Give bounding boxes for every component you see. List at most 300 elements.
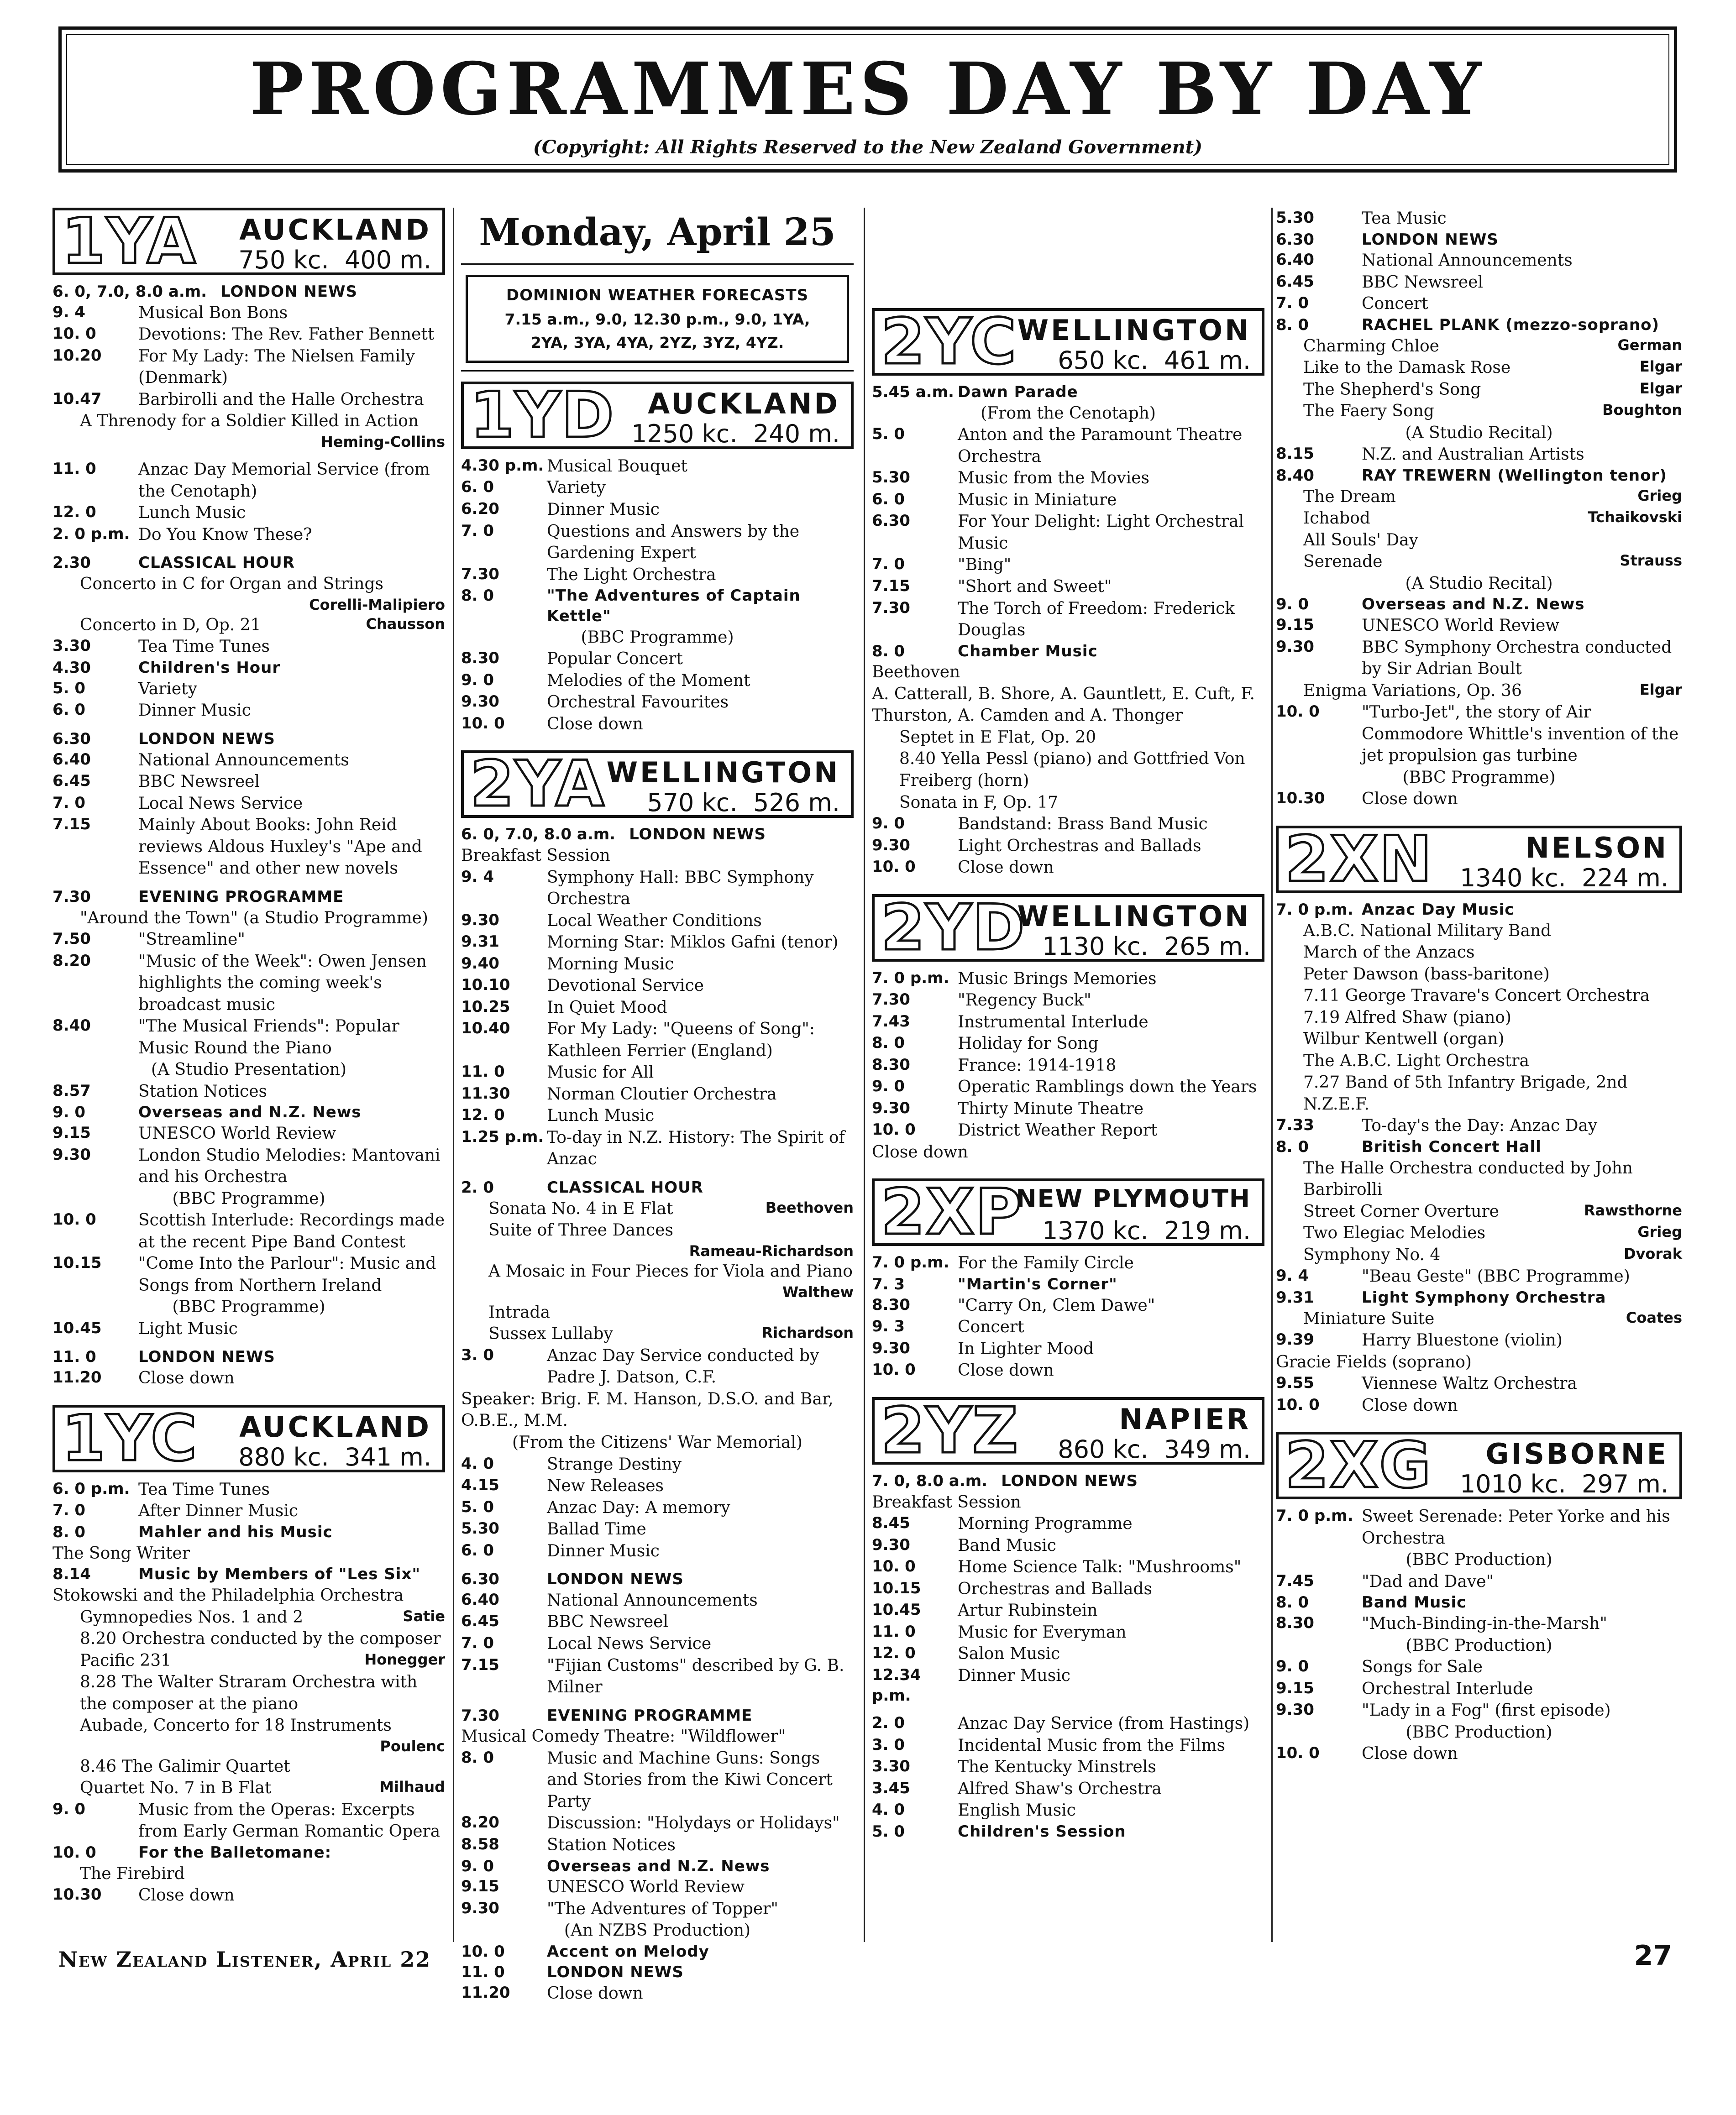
list-item: [872, 1316, 1264, 1338]
list-item: [1276, 637, 1682, 680]
column-divider: [1271, 208, 1273, 1942]
programme-text: Operatic Ramblings down the Years: [958, 1078, 1257, 1097]
broadcast-time: 9.30: [872, 1099, 910, 1117]
composer-name: Heming-Collins: [321, 433, 445, 450]
schedule-1ya: [52, 282, 445, 1389]
broadcast-time: 9. 0: [52, 1103, 86, 1122]
list-item: [1276, 1743, 1682, 1765]
programme-text: Wilbur Kentwell (organ): [1303, 1030, 1505, 1049]
programme-text: Ichabod: [1303, 509, 1370, 528]
broadcast-time: 6.30: [52, 729, 91, 748]
programme-text: Intrada: [488, 1303, 551, 1322]
list-item: [1276, 1157, 1682, 1201]
broadcast-time: 6. 0: [52, 701, 86, 719]
programme-text: Concerto in C for Organ and Strings: [80, 575, 383, 594]
broadcast-time: 7.30: [461, 1706, 499, 1725]
list-item: [461, 975, 854, 997]
broadcast-time: 9.30: [872, 836, 910, 854]
broadcast-time: 10.45: [52, 1319, 102, 1337]
list-item: [461, 1178, 854, 1198]
broadcast-time: 6. 0: [461, 1541, 494, 1560]
schedule-1yc: [52, 1479, 445, 1906]
list-item: [1276, 335, 1682, 357]
programme-text: Mahler and his Music: [138, 1523, 333, 1541]
list-item: [52, 1885, 445, 1906]
list-item: [1276, 1222, 1682, 1244]
programme-text: LONDON NEWS: [547, 1963, 684, 1981]
programme-text: To-day in N.Z. History: The Spirit of Anzac: [547, 1128, 845, 1169]
programme-text: Band Music: [958, 1536, 1056, 1555]
station-header-2yc: [872, 305, 1264, 378]
list-item: [461, 1018, 854, 1062]
broadcast-time: 7.30: [872, 598, 910, 617]
programme-text: Devotions: The Rev. Father Bennett: [138, 325, 435, 344]
broadcast-time: 7. 0: [461, 521, 494, 540]
programme-text: Viennese Waltz Orchestra: [1362, 1374, 1577, 1393]
list-item: [461, 1748, 854, 1813]
broadcast-time: 10.15: [872, 1579, 921, 1597]
broadcast-time: 10. 0: [52, 1210, 96, 1229]
list-item: [872, 489, 1264, 511]
programme-text: UNESCO World Review: [1362, 616, 1560, 635]
programme-text: Norman Cloutier Orchestra: [547, 1084, 777, 1104]
column-divider: [864, 208, 865, 1942]
programme-text: Close down: [1362, 1396, 1458, 1415]
list-item: [461, 691, 854, 713]
programme-text: Overseas and N.Z. News: [547, 1857, 770, 1875]
list-item: [461, 1345, 854, 1388]
programme-text: Anzac Day Music: [1362, 900, 1515, 919]
programme-text: District Weather Report: [958, 1121, 1158, 1140]
broadcast-time: 6.45: [461, 1612, 499, 1631]
list-item: [52, 749, 445, 771]
programme-text: "Regency Buck": [958, 991, 1091, 1010]
broadcast-time: 6. 0: [872, 490, 905, 508]
list-item: [461, 1611, 854, 1633]
list-item: [1276, 680, 1682, 702]
programme-text: "Martin's Corner": [958, 1275, 1117, 1293]
programme-text: Orchestral Favourites: [547, 693, 729, 712]
programme-text: "Much-Binding-in-the-Marsh": [1362, 1614, 1607, 1633]
programme-text: Lunch Music: [138, 503, 246, 523]
programme-text: Music Brings Memories: [958, 969, 1157, 988]
composer-name: Tchaikovski: [1588, 508, 1682, 526]
broadcast-time: 11. 0: [872, 1622, 916, 1641]
station-frequency: 1130 kc. 265 m.: [1042, 932, 1251, 961]
list-item: [52, 1123, 445, 1145]
list-item: [461, 1283, 854, 1302]
list-item: [52, 410, 445, 432]
list-item: (A Studio Recital): [1405, 574, 1553, 593]
list-item: [52, 1102, 445, 1123]
programme-text: For the Balletomane:: [138, 1843, 332, 1862]
programme-text: March of the Anzacs: [1303, 943, 1475, 962]
publication-footer: New Zealand Listener, April 22: [58, 1947, 431, 1972]
list-item: [52, 1367, 445, 1389]
list-item: [872, 1274, 1264, 1295]
list-item: [872, 1471, 1264, 1492]
list-item: (BBC Programme): [1402, 768, 1556, 787]
list-item: [52, 1843, 445, 1863]
list-item: [872, 1778, 1264, 1800]
station-city: WELLINGTON: [1017, 899, 1251, 933]
list-item: [1276, 1288, 1682, 1308]
programme-text: The Firebird: [80, 1864, 185, 1883]
list-item: [461, 1323, 854, 1345]
broadcast-time: 2. 0: [461, 1178, 494, 1197]
broadcast-time: 6.40: [1276, 251, 1314, 269]
broadcast-time: 10.45: [872, 1601, 921, 1619]
column-4: [1276, 208, 1682, 1765]
station-city: NAPIER: [1119, 1402, 1251, 1436]
list-item: [1276, 486, 1682, 508]
list-item: [52, 907, 445, 929]
programme-text: Dinner Music: [958, 1666, 1070, 1685]
broadcast-time: 3.30: [872, 1757, 910, 1776]
programme-text: Close down: [138, 1369, 235, 1388]
composer-name: Elgar: [1639, 358, 1682, 376]
list-item: [1276, 942, 1682, 963]
broadcast-time: 7. 0 p.m.: [1276, 1507, 1353, 1525]
broadcast-time: 2.30: [52, 554, 91, 572]
programme-text: EVENING PROGRAMME: [547, 1706, 753, 1725]
broadcast-time: 4.15: [461, 1476, 499, 1495]
programme-text: Morning Music: [547, 954, 674, 974]
broadcast-time: 10.30: [1276, 789, 1325, 808]
list-item: [872, 641, 1264, 662]
programme-text: 8.40 Yella Pessl (piano) and Gottfried Von Freiberg (horn): [899, 749, 1245, 790]
programme-text: Close down: [547, 1984, 643, 2003]
programme-text: Anzac Day Memorial Service (from the Cenotaph): [138, 460, 430, 501]
broadcast-time: 7.15: [52, 815, 91, 834]
programme-text: Tea Time Tunes: [138, 1480, 270, 1499]
broadcast-time: 5. 0: [461, 1497, 494, 1516]
list-item: [872, 989, 1264, 1011]
broadcast-time: 9. 4: [461, 867, 494, 886]
station-header-2xg: [1276, 1429, 1682, 1502]
broadcast-time: 7.15: [872, 577, 910, 595]
list-item: [461, 1942, 854, 1962]
programme-text: All Souls' Day: [1303, 530, 1418, 550]
list-item: [872, 1338, 1264, 1360]
broadcast-time: 11.20: [461, 1983, 510, 2002]
programme-text: Dinner Music: [547, 500, 660, 519]
programme-text: Pacific 231: [80, 1651, 172, 1670]
broadcast-time: 2. 0: [872, 1714, 905, 1733]
broadcast-time: 5.45 a.m.: [872, 383, 954, 401]
broadcast-time: 5.30: [872, 468, 910, 487]
station-frequency: 860 kc. 349 m.: [1058, 1434, 1251, 1464]
list-item: [52, 636, 445, 658]
list-item: [52, 389, 445, 411]
broadcast-time: 7. 0: [52, 1501, 86, 1520]
list-item: The Song Writer: [52, 1544, 190, 1563]
list-item: (A Studio Recital): [1405, 423, 1553, 442]
list-item: [872, 554, 1264, 576]
programme-text: Local News Service: [547, 1634, 712, 1653]
programme-text: Septet in E Flat, Op. 20: [899, 728, 1096, 747]
list-item: (A Studio Presentation): [151, 1060, 346, 1079]
schedule-2yc: [872, 382, 1264, 879]
broadcast-time: 10.20: [52, 346, 102, 365]
programme-text: Orchestral Interlude: [1362, 1679, 1533, 1698]
programme-text: For the Family Circle: [958, 1254, 1134, 1273]
list-item: [52, 1799, 445, 1843]
weather-forecasts-box: DOMINION WEATHER FORECASTS 7.15 a.m., 9.0, 12.30 p.m., 9.0, 1YA, 2YA, 3YA, 4YA, 2YZ, 3YZ, 4YZ.: [466, 275, 849, 363]
broadcast-time: 7. 0: [1276, 294, 1309, 313]
schedule-2yz: [872, 1471, 1264, 1842]
programme-text: Light Orchestras and Ballads: [958, 836, 1201, 855]
programme-text: Alfred Shaw's Orchestra: [958, 1779, 1162, 1798]
programme-text: Street Corner Overture: [1303, 1202, 1499, 1221]
programme-text: Home Science Talk: "Mushrooms": [958, 1558, 1242, 1577]
station-city: AUCKLAND: [648, 387, 840, 420]
programme-text: "Around the Town" (a Studio Programme): [80, 908, 428, 927]
broadcast-time: 6. 0 p.m.: [52, 1479, 130, 1498]
broadcast-time: 10. 0: [52, 325, 96, 343]
programme-text: LONDON NEWS: [138, 729, 275, 748]
programme-text: Music from the Movies: [958, 469, 1149, 488]
list-item: [1276, 1592, 1682, 1613]
broadcast-time: 6.40: [461, 1590, 499, 1609]
broadcast-time: 9.30: [872, 1339, 910, 1357]
list-item: [52, 1777, 445, 1799]
list-item: [52, 324, 445, 346]
programme-text: Holiday for Song: [958, 1034, 1099, 1053]
broadcast-time: 8.30: [1276, 1614, 1314, 1633]
programme-text: Variety: [547, 478, 606, 497]
list-item: [461, 1834, 854, 1856]
programme-text: BBC Newsreel: [138, 772, 260, 791]
list-item: [52, 1209, 445, 1253]
programme-text: Charming Chloe: [1303, 336, 1439, 356]
broadcast-time: 5. 0: [872, 1822, 905, 1841]
column-1: [52, 204, 445, 1906]
programme-text: Lunch Music: [547, 1106, 655, 1126]
schedule-2ya: [461, 824, 854, 2004]
broadcast-time: 5.30: [461, 1519, 499, 1538]
broadcast-time: 8. 0: [52, 1523, 86, 1541]
list-item: [52, 432, 445, 451]
list-item: [52, 729, 445, 749]
broadcast-time: 12. 0: [872, 1644, 916, 1663]
broadcast-time: 8.58: [461, 1835, 499, 1853]
broadcast-time: 9.39: [1276, 1330, 1314, 1349]
station-call-sign: 1YC: [62, 1401, 198, 1475]
list-item: [461, 564, 854, 586]
list-item: [52, 771, 445, 793]
broadcast-time: 8. 0: [872, 642, 905, 660]
broadcast-time: 10. 0: [461, 1942, 505, 1961]
list-item: [1276, 1330, 1682, 1351]
programme-text: Station Notices: [138, 1082, 267, 1101]
programme-text: Sweet Serenade: Peter Yorke and his Orchestra: [1362, 1507, 1670, 1548]
composer-name: Honegger: [364, 1650, 445, 1668]
broadcast-time: 3.45: [872, 1779, 910, 1797]
station-frequency: 570 kc. 526 m.: [647, 788, 840, 817]
programme-text: Anzac Day Service conducted by Padre J. Datson, C.F.: [547, 1346, 819, 1387]
broadcast-time: 9.31: [461, 932, 499, 951]
broadcast-time: 5. 0: [872, 425, 905, 444]
broadcast-time: 9.30: [1276, 637, 1314, 656]
list-item: [872, 598, 1264, 641]
programme-text: Close down: [958, 1361, 1054, 1380]
list-item: [1276, 357, 1682, 379]
list-item: [872, 1665, 1264, 1706]
broadcast-time: 10. 0: [872, 1557, 916, 1576]
programme-text: Anton and the Paramount Theatre Orchestra: [958, 425, 1243, 466]
schedule-2yd: [872, 968, 1264, 1163]
programme-text: Chamber Music: [958, 642, 1098, 660]
list-item: [1276, 379, 1682, 401]
list-item: (BBC Programme): [581, 628, 734, 647]
list-item: [1276, 594, 1682, 615]
programme-text: Light Music: [138, 1319, 238, 1338]
programme-text: Quartet No. 7 in B Flat: [80, 1779, 272, 1798]
list-item: [872, 1713, 1264, 1735]
list-item: [52, 1671, 445, 1715]
broadcast-time: 7. 0 p.m.: [1276, 900, 1353, 919]
broadcast-time: 7. 0 p.m.: [872, 1253, 949, 1272]
broadcast-time: 10. 0: [1276, 1395, 1320, 1414]
station-call-sign: 2YZ: [881, 1393, 1019, 1467]
programme-text: To-day's the Day: Anzac Day: [1362, 1116, 1598, 1136]
broadcast-time: 10.25: [461, 997, 510, 1016]
broadcast-time: 6. 0, 7.0, 8.0 a.m.: [461, 825, 616, 844]
programme-text: 7.27 Band of 5th Infantry Brigade, 2nd N.Z.E.F.: [1303, 1073, 1628, 1114]
list-item: [872, 813, 1264, 835]
list-item: [872, 727, 1264, 749]
list-item: [52, 1863, 445, 1885]
list-item: [461, 910, 854, 932]
broadcast-time: 9.30: [461, 911, 499, 929]
list-item: [872, 1556, 1264, 1578]
list-item: [461, 953, 854, 975]
list-item: Musical Comedy Theatre: "Wildflower": [461, 1727, 786, 1746]
list-item: [1276, 1308, 1682, 1330]
list-item: [872, 1578, 1264, 1600]
programme-text: Musical Bouquet: [547, 456, 687, 476]
programme-text: LONDON NEWS: [220, 283, 357, 301]
list-item: [872, 424, 1264, 467]
broadcast-time: 9.40: [461, 954, 499, 973]
programme-text: Discussion: "Holydays or Holidays": [547, 1814, 840, 1833]
list-item: [461, 1302, 854, 1324]
broadcast-time: 10. 0: [872, 1120, 916, 1139]
list-item: [461, 648, 854, 670]
programme-text: Strange Destiny: [547, 1455, 682, 1474]
list-item: [52, 1145, 445, 1188]
list-item: [872, 467, 1264, 489]
broadcast-time: 7. 0 p.m.: [872, 969, 949, 987]
programme-text: Musical Bon Bons: [138, 303, 288, 322]
broadcast-time: 9.15: [1276, 1679, 1314, 1697]
broadcast-time: 8.15: [1276, 445, 1314, 463]
station-header-1yc: [52, 1401, 445, 1475]
list-item: A. Catterall, B. Shore, A. Gauntlett, E. Cuft, F. Thurston, A. Camden and A. Thonger: [872, 684, 1255, 725]
list-item: [872, 1643, 1264, 1665]
programme-text: Station Notices: [547, 1835, 676, 1854]
programme-text: LONDON NEWS: [1362, 230, 1499, 249]
column-2: [461, 208, 854, 2004]
column-3: [872, 208, 1264, 1842]
station-call-sign: 2XG: [1285, 1429, 1432, 1502]
list-item: [872, 1600, 1264, 1622]
list-item: [52, 700, 445, 722]
station-header-1ya: [52, 204, 445, 278]
station-header-1yd: [461, 378, 854, 452]
programme-text: National Announcements: [547, 1591, 758, 1610]
programme-text: The Light Orchestra: [547, 565, 716, 584]
list-item: Gracie Fields (soprano): [1276, 1352, 1472, 1372]
schedule-1yd: [461, 455, 854, 735]
list-item: [461, 1876, 854, 1898]
programme-text: "Dad and Dave": [1362, 1572, 1494, 1591]
list-item: [1276, 1656, 1682, 1678]
broadcast-time: 9. 0: [872, 1077, 905, 1096]
broadcast-time: 7. 0: [52, 793, 86, 812]
list-item: [1276, 1395, 1682, 1417]
list-item: [52, 1650, 445, 1672]
station-frequency: 1010 kc. 297 m.: [1459, 1470, 1668, 1499]
programme-text: Thirty Minute Theatre: [958, 1099, 1144, 1118]
programme-text: Aubade, Concerto for 18 Instruments: [80, 1716, 392, 1735]
list-item: [52, 1628, 445, 1650]
list-item: [872, 1076, 1264, 1098]
broadcast-time: 8. 0: [1276, 315, 1309, 334]
list-item: [461, 1706, 854, 1726]
broadcast-time: 10. 0: [1276, 702, 1320, 721]
station-header-2xn: [1276, 822, 1682, 896]
list-item: [1276, 1007, 1682, 1029]
list-item: [52, 346, 445, 389]
programme-text: Popular Concert: [547, 649, 683, 669]
programme-text: BBC Newsreel: [547, 1612, 668, 1632]
station-header-2yz: [872, 1393, 1264, 1467]
programme-text: Sonata No. 4 in E Flat: [488, 1199, 673, 1218]
programme-text: France: 1914-1918: [958, 1056, 1117, 1075]
list-item: [461, 1812, 854, 1834]
programme-text: Enigma Variations, Op. 36: [1303, 681, 1522, 700]
list-item: [52, 1756, 445, 1778]
broadcast-time: 8.20: [52, 951, 91, 970]
programme-text: "The Musical Friends": Popular Music Round the Piano: [138, 1017, 399, 1058]
list-item: [1276, 1244, 1682, 1266]
programme-text: A Mosaic in Four Pieces for Viola and Piano: [488, 1262, 853, 1281]
programme-text: A Threnody for a Soldier Killed in Action: [80, 412, 419, 431]
broadcast-time: 8. 0: [461, 1748, 494, 1767]
list-item: [52, 1564, 445, 1585]
programme-text: 8.20 Orchestra conducted by the composer: [80, 1629, 441, 1649]
list-item: [1276, 1115, 1682, 1137]
station-frequency: 650 kc. 461 m.: [1058, 346, 1251, 375]
programme-text: UNESCO World Review: [547, 1878, 745, 1897]
programme-text: In Quiet Mood: [547, 998, 667, 1017]
programme-text: Anzac Day: A memory: [547, 1498, 730, 1517]
list-item: [52, 1318, 445, 1340]
list-item: [1276, 529, 1682, 551]
list-item: [52, 1479, 445, 1501]
list-item: [872, 1055, 1264, 1077]
broadcast-time: 3.30: [52, 637, 91, 655]
list-item: [52, 887, 445, 907]
programme-text: For My Lady: The Nielsen Family (Denmark): [138, 346, 415, 387]
programme-text: Symphony Hall: BBC Symphony Orchestra: [547, 868, 814, 909]
programme-text: LONDON NEWS: [629, 825, 766, 844]
broadcast-time: 11. 0: [52, 460, 96, 478]
programme-text: English Music: [958, 1801, 1076, 1820]
list-item: [1276, 1201, 1682, 1223]
